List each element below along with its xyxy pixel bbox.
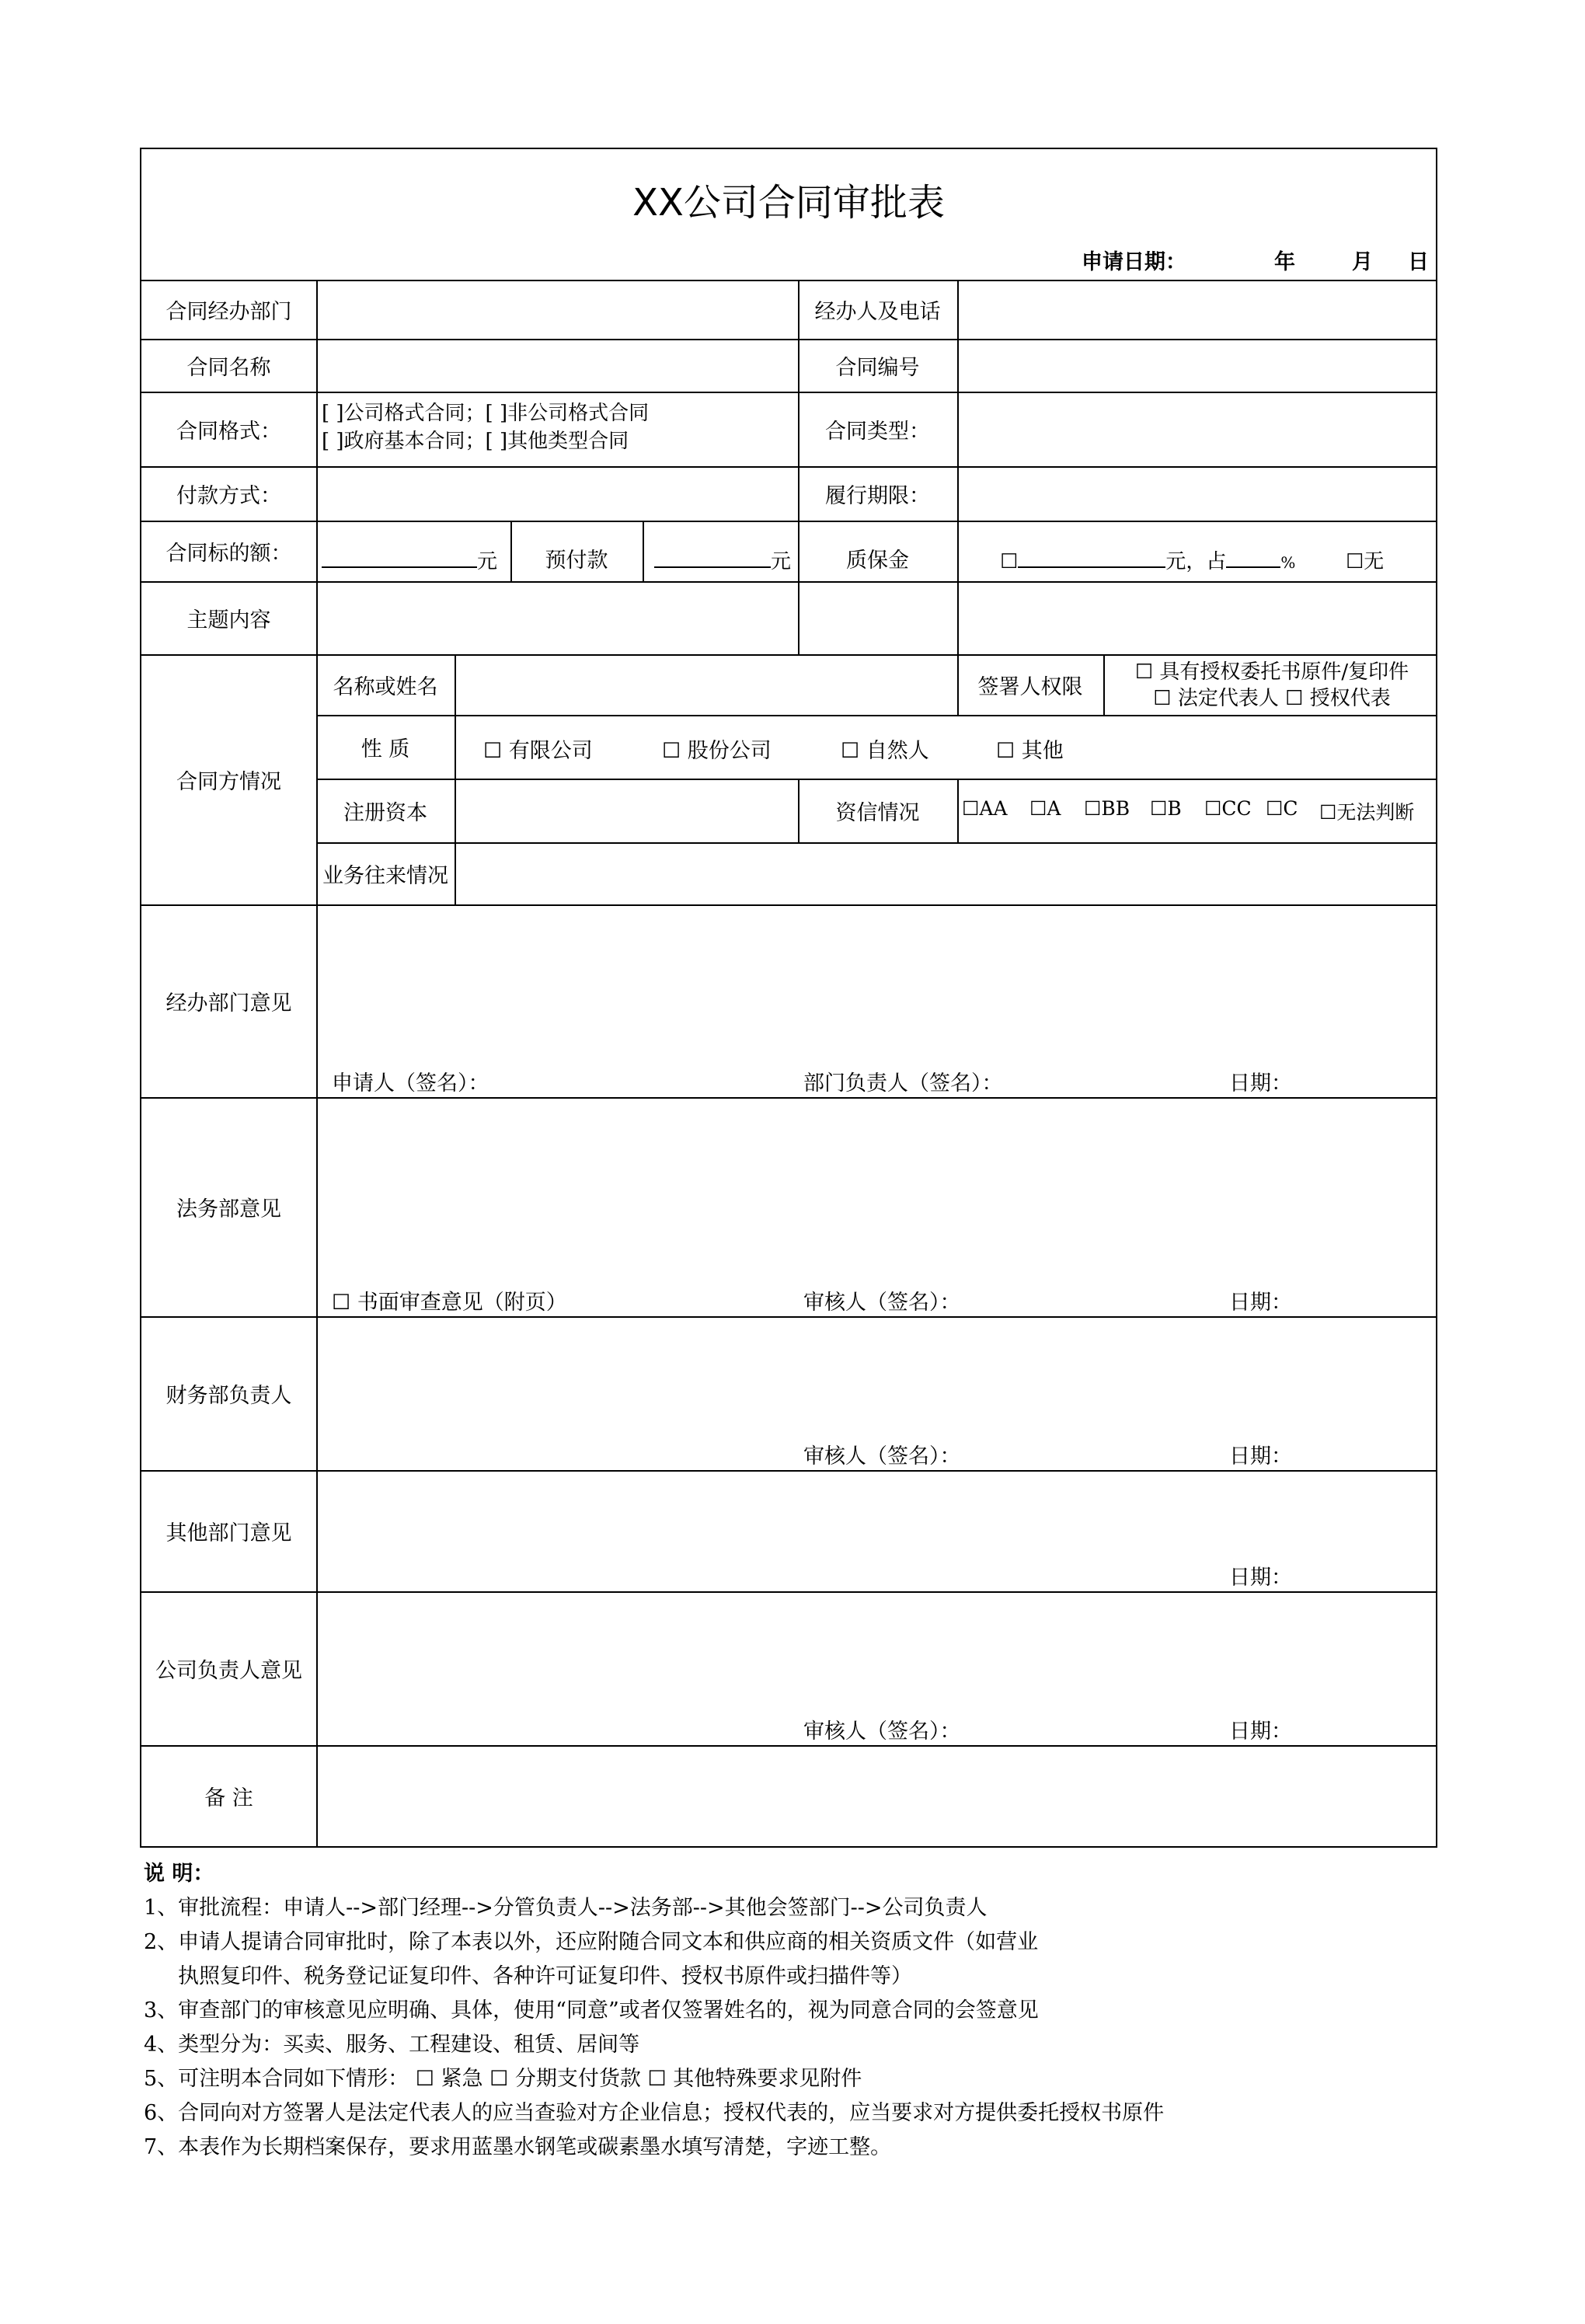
row-divider bbox=[141, 1316, 1436, 1318]
applicant-signature[interactable]: 申请人（签名）： bbox=[332, 1071, 489, 1096]
finance-reviewer-signature[interactable]: 审核人（签名）： bbox=[803, 1444, 961, 1469]
percent-sign: % bbox=[1280, 553, 1296, 572]
note-line: 1、审批流程：申请人-->部门经理-->分管负责人-->法务部-->其他会签部门-->公司负责人 bbox=[144, 1896, 988, 1920]
deposit-unit: 元，占 bbox=[1165, 550, 1227, 573]
apply-date-month: 月 bbox=[1352, 250, 1373, 274]
authority-label: 签署人权限 bbox=[977, 674, 1083, 699]
col-divider bbox=[1103, 654, 1105, 715]
deposit-checkbox[interactable]: ☐ bbox=[1000, 550, 1019, 573]
amount-unit: 元 bbox=[477, 550, 498, 573]
deposit-field[interactable] bbox=[1000, 545, 1295, 574]
contract-number-label: 合同编号 bbox=[835, 355, 920, 380]
term-label: 履行期限： bbox=[825, 483, 930, 508]
deposit-blank[interactable] bbox=[1018, 549, 1165, 568]
format-line-2[interactable]: [ ]政府基本合同；[ ]其他类型合同 bbox=[322, 430, 629, 453]
format-options[interactable] bbox=[322, 399, 796, 455]
dept-opinion-label: 经办部门意见 bbox=[165, 991, 292, 1016]
row-divider bbox=[141, 1470, 1436, 1472]
row-divider bbox=[141, 1097, 1436, 1099]
party-section-label: 合同方情况 bbox=[176, 769, 281, 794]
legal-opinion-label: 法务部意见 bbox=[176, 1197, 281, 1221]
amount-blank[interactable] bbox=[322, 549, 477, 568]
nature-option-limited[interactable]: ☐ 有限公司 bbox=[483, 739, 593, 763]
type-label: 合同类型： bbox=[825, 419, 930, 444]
handler-label: 经办人及电话 bbox=[814, 299, 941, 324]
nature-option-other[interactable]: ☐ 其他 bbox=[996, 739, 1064, 763]
party-name-field[interactable] bbox=[455, 654, 957, 715]
note-line: 执照复印件、税务登记证复印件、各种许可证复印件、授权书原件或扫描件等） bbox=[178, 1964, 912, 1988]
note-line[interactable]: 5、可注明本合同如下情形： ☐ 紧急 ☐ 分期支付货款 ☐ 其他特殊要求见附件 bbox=[144, 2067, 862, 2091]
finance-label: 财务部负责人 bbox=[165, 1383, 292, 1408]
note-line: 6、合同向对方签署人是法定代表人的应当查验对方企业信息；授权代表的，应当要求对方提供委托授权书原件 bbox=[144, 2101, 1165, 2125]
nature-option-individual[interactable]: ☐ 自然人 bbox=[841, 739, 929, 763]
business-label: 业务往来情况 bbox=[322, 863, 448, 888]
apply-date-label: 申请日期： bbox=[1082, 250, 1186, 274]
authority-line-2[interactable]: ☐ 法定代表人 ☐ 授权代表 bbox=[1153, 687, 1391, 710]
authority-line-1[interactable]: ☐ 具有授权委托书原件/复印件 bbox=[1134, 660, 1409, 684]
finance-date[interactable]: 日期： bbox=[1229, 1444, 1292, 1469]
deposit-label: 质保金 bbox=[846, 548, 909, 573]
form-title: XX公司合同审批表 bbox=[632, 181, 945, 225]
col-divider bbox=[957, 779, 959, 842]
company-reviewer-signature[interactable]: 审核人（签名）： bbox=[803, 1719, 961, 1744]
prepay-blank[interactable] bbox=[654, 549, 771, 568]
capital-field[interactable] bbox=[455, 779, 798, 842]
legal-reviewer-signature[interactable]: 审核人（签名）： bbox=[803, 1291, 961, 1315]
row-divider bbox=[316, 715, 1436, 716]
legal-opinion-date[interactable]: 日期： bbox=[1229, 1291, 1292, 1315]
company-head-label: 公司负责人意见 bbox=[155, 1658, 302, 1683]
row-divider bbox=[141, 521, 1436, 522]
apply-date-year: 年 bbox=[1274, 250, 1295, 274]
format-label: 合同格式： bbox=[176, 419, 281, 444]
row-divider bbox=[141, 904, 1436, 906]
prepay-label: 预付款 bbox=[545, 548, 608, 573]
nature-option-joint-stock[interactable]: ☐ 股份公司 bbox=[662, 739, 772, 763]
company-head-date[interactable]: 日期： bbox=[1229, 1719, 1292, 1744]
format-line-1[interactable]: [ ]公司格式合同；[ ]非公司格式合同 bbox=[322, 402, 650, 425]
credit-option-undeterminable[interactable]: ☐无法判断 bbox=[1319, 801, 1415, 824]
credit-option-aa[interactable]: ☐AA bbox=[962, 797, 1008, 820]
row-divider bbox=[141, 1591, 1436, 1593]
credit-option-cc[interactable]: ☐CC bbox=[1204, 797, 1252, 820]
dept-opinion-date[interactable]: 日期： bbox=[1229, 1071, 1292, 1096]
authority-options[interactable] bbox=[1109, 659, 1435, 712]
remarks-field[interactable] bbox=[316, 1745, 1436, 1846]
notes-heading: 说 明： bbox=[144, 1862, 214, 1886]
payment-field[interactable] bbox=[316, 466, 798, 521]
other-dept-date[interactable]: 日期： bbox=[1229, 1566, 1292, 1590]
approval-form bbox=[140, 148, 1437, 1848]
deposit-none-checkbox[interactable]: ☐无 bbox=[1346, 550, 1385, 573]
business-field[interactable] bbox=[455, 842, 1436, 904]
note-line: 3、审查部门的审核意见应明确、具体，使用“同意”或者仅签署姓名的，视为同意合同的会签意见 bbox=[144, 1998, 1039, 2023]
notes-section bbox=[144, 1857, 1433, 2165]
credit-option-a[interactable]: ☐A bbox=[1029, 797, 1061, 820]
note-line: 7、本表作为长期档案保存，要求用蓝墨水钢笔或碳素墨水填写清楚，字迹工整。 bbox=[144, 2135, 892, 2159]
deposit-percent-blank[interactable] bbox=[1226, 549, 1280, 568]
written-review-checkbox[interactable]: ☐ 书面审查意见（附页） bbox=[332, 1291, 567, 1315]
credit-label: 资信情况 bbox=[835, 800, 920, 825]
col-divider bbox=[643, 521, 644, 581]
contract-name-label: 合同名称 bbox=[186, 355, 271, 380]
party-name-label: 名称或姓名 bbox=[333, 674, 438, 699]
contract-number-field[interactable] bbox=[957, 339, 1436, 392]
type-field[interactable] bbox=[957, 392, 1436, 466]
other-dept-label: 其他部门意见 bbox=[165, 1521, 292, 1545]
dept-label: 合同经办部门 bbox=[165, 299, 292, 324]
credit-option-c[interactable]: ☐C bbox=[1266, 797, 1298, 820]
apply-date-day: 日 bbox=[1408, 250, 1429, 274]
note-line: 2、申请人提请合同审批时，除了本表以外，还应附随合同文本和供应商的相关资质文件（如营业 bbox=[144, 1930, 1039, 1954]
credit-option-b[interactable]: ☐B bbox=[1150, 797, 1182, 820]
handler-field[interactable] bbox=[957, 280, 1436, 339]
amount-label: 合同标的额： bbox=[165, 541, 292, 566]
nature-label: 性 质 bbox=[361, 737, 410, 761]
term-field[interactable] bbox=[957, 466, 1436, 521]
remarks-label: 备 注 bbox=[204, 1786, 253, 1810]
prepay-unit: 元 bbox=[771, 550, 792, 573]
subject-label: 主题内容 bbox=[186, 608, 271, 632]
dept-field[interactable] bbox=[316, 280, 798, 339]
credit-option-bb[interactable]: ☐BB bbox=[1084, 797, 1130, 820]
contract-name-field[interactable] bbox=[316, 339, 798, 392]
amount-field[interactable] bbox=[322, 545, 497, 574]
note-line: 4、类型分为：买卖、服务、工程建设、租赁、居间等 bbox=[144, 2033, 640, 2057]
subject-field[interactable] bbox=[316, 581, 1436, 654]
capital-label: 注册资本 bbox=[343, 800, 427, 825]
dept-head-signature[interactable]: 部门负责人（签名）： bbox=[803, 1071, 1003, 1096]
prepay-field[interactable] bbox=[654, 545, 791, 574]
payment-label: 付款方式： bbox=[176, 483, 281, 508]
